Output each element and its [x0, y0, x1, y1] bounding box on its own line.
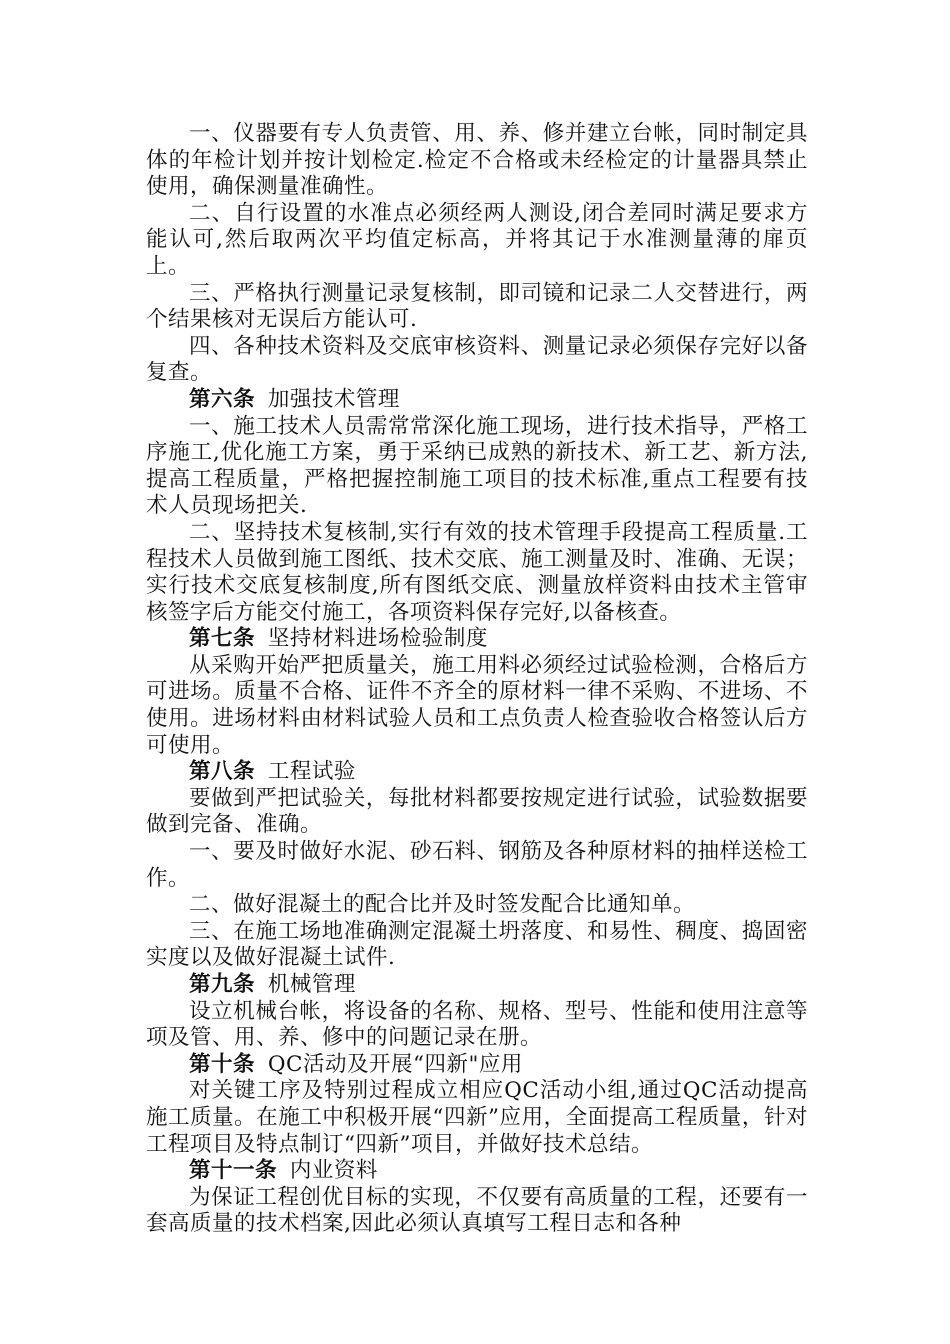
article-title: QC活动及开展“四新"应用	[267, 1051, 523, 1077]
article-title: 机械管理	[267, 972, 356, 997]
article-number: 第七条	[189, 626, 256, 652]
paragraph: 一、施工技术人员需常常深化施工现场，进行技术指导，严格工序施工,优化施工方案，勇于采纳已成熟的新技术、新工艺、新方法,提高工程质量，严格把握控制施工项目的技术标准,重点工程要有技术人员现场把关.	[146, 413, 808, 519]
document-page	[146, 121, 808, 1238]
paragraph: 三、严格执行测量记录复核制，即司镜和记录二人交替进行，两个结果核对无误后方能认可.	[146, 280, 808, 333]
article-number: 第九条	[189, 972, 256, 997]
article-number: 第十条	[189, 1051, 256, 1077]
paragraph: 三、在施工场地准确测定混凝土坍落度、和易性、稠度、捣固密实度以及做好混凝土试件.	[146, 918, 808, 971]
article-number: 第十一条	[189, 1158, 278, 1184]
paragraph: 一、仪器要有专人负责管、用、养、修并建立台帐，同时制定具体的年检计划并按计划检定.检定不合格或未经检定的计量器具禁止使用，确保测量准确性。	[146, 121, 808, 200]
article-title: 工程试验	[267, 759, 356, 785]
article-heading	[146, 759, 808, 786]
article-heading	[146, 1052, 808, 1079]
paragraph: 要做到严把试验关，每批材料都要按规定进行试验，试验数据要做到完备、准确。	[146, 785, 808, 838]
article-heading	[146, 387, 808, 414]
article-title: 内业资料	[289, 1158, 378, 1184]
article-heading	[146, 1158, 808, 1185]
article-title: 坚持材料进场检验制度	[267, 626, 488, 652]
article-heading	[146, 972, 808, 999]
paragraph: 二、做好混凝土的配合比并及时签发配合比通知单。	[189, 892, 696, 918]
paragraph: 为保证工程创优目标的实现，不仅要有高质量的工程，还要有一套高质量的技术档案,因此必须认真填写工程日志和各种	[146, 1184, 808, 1237]
paragraph: 从采购开始严把质量关，施工用料必须经过试验检测，合格后方可进场。质量不合格、证件不齐全的原材料一律不采购、不进场、不使用。进场材料由材料试验人员和工点负责人检查验收合格签认后方可使用。	[146, 652, 808, 758]
paragraph: 二、自行设置的水准点必须经两人测设,闭合差同时满足要求方能认可,然后取两次平均值定标高，并将其记于水准测量薄的扉页上。	[146, 200, 808, 279]
paragraph: 四、各种技术资料及交底审核资料、测量记录必须保存完好以备复查。	[146, 333, 808, 386]
paragraph: 二、坚持技术复核制,实行有效的技术管理手段提高工程质量.工程技术人员做到施工图纸、技术交底、施工测量及时、准确、无误；实行技术交底复核制度,所有图纸交底、测量放样资料由技术主管审核签字后方能交付施工，各项资料保存完好,以备核查。	[146, 519, 808, 625]
paragraph: 一、要及时做好水泥、砂石料、钢筋及各种原材料的抽样送检工作。	[146, 839, 808, 891]
article-heading	[146, 626, 808, 653]
article-title: 加强技术管理	[267, 386, 400, 412]
article-number: 第八条	[189, 759, 256, 785]
paragraph: 设立机械台帐，将设备的名称、规格、型号、性能和使用注意等项及管、用、养、修中的问题记录在册。	[146, 998, 808, 1051]
article-number: 第六条	[189, 386, 256, 412]
paragraph: 对关键工序及特别过程成立相应QC活动小组,通过QC活动提高施工质量。在施工中积极开展“四新”应用，全面提高工程质量，针对工程项目及特点制订“四新”项目，并做好技术总结。	[146, 1078, 808, 1157]
